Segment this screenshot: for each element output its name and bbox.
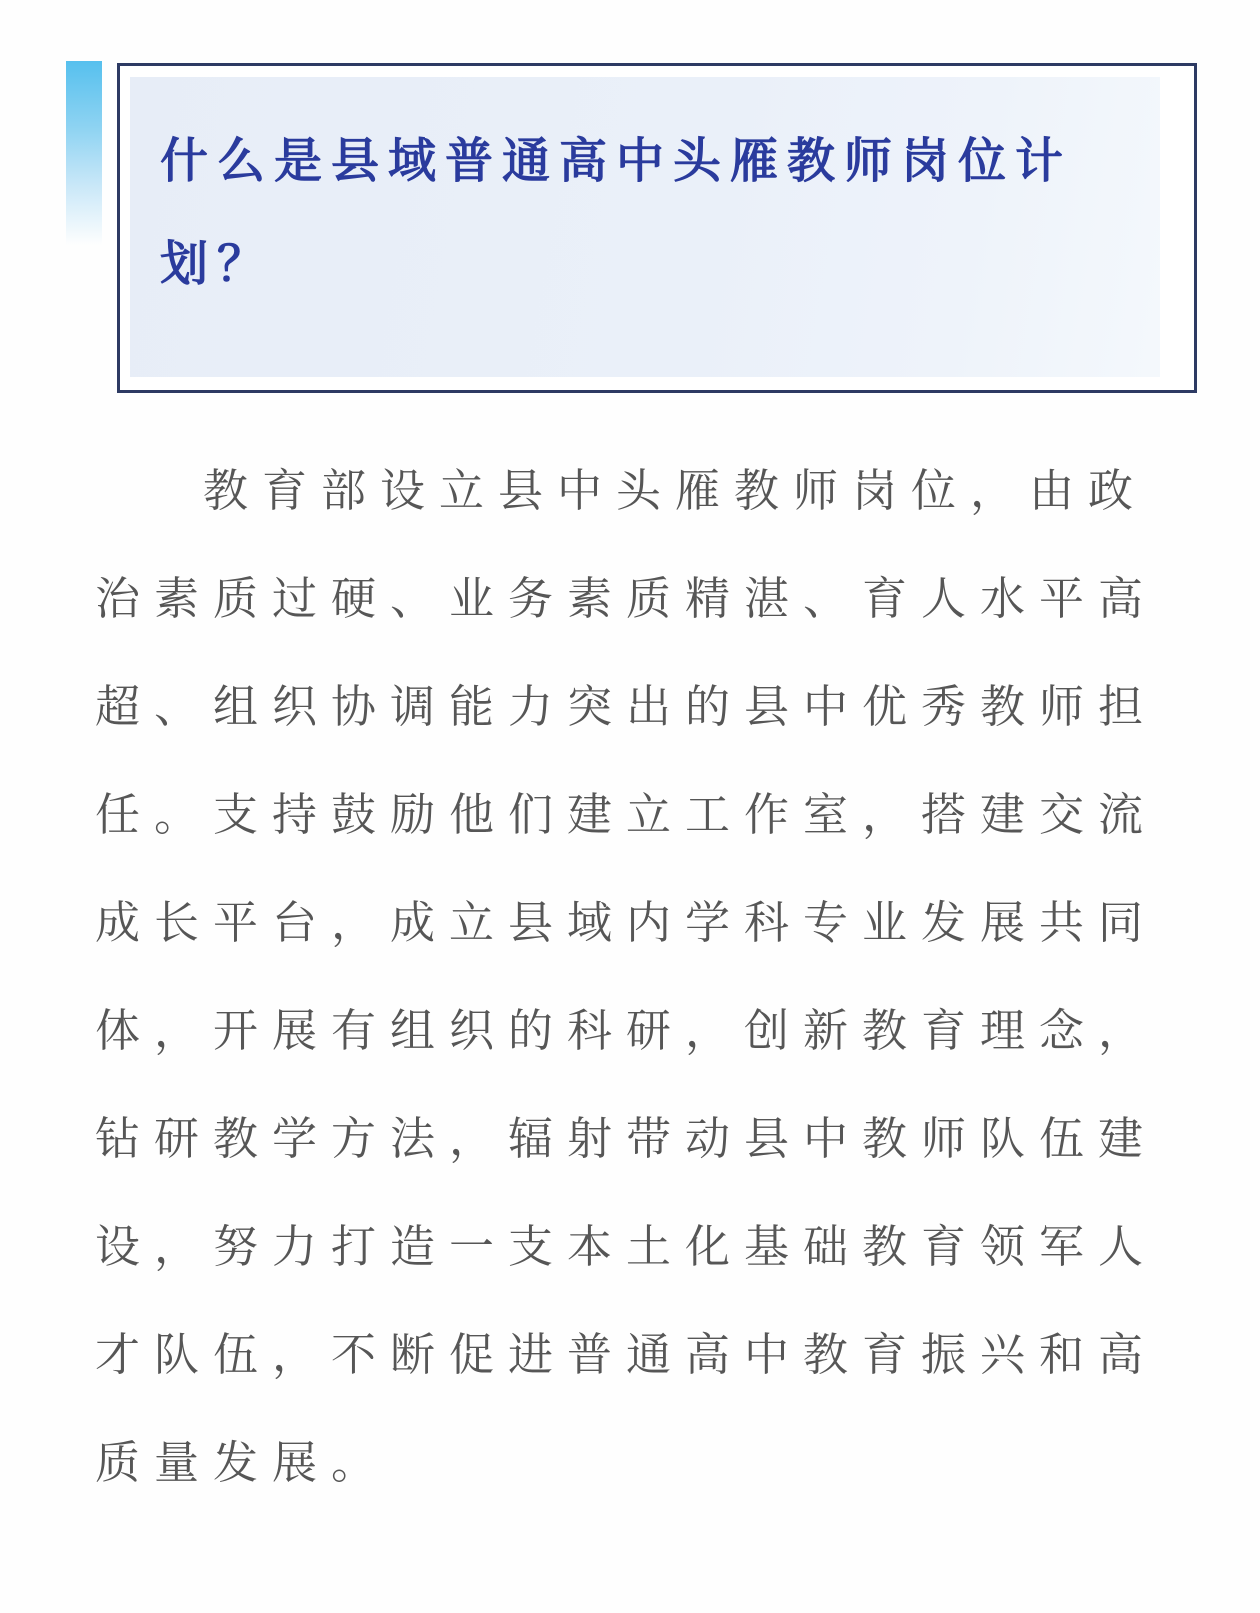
article-paragraph: 教育部设立县中头雁教师岗位，由政治素质过硬、业务素质精湛、育人水平高超、组织协调能力突出的县中优秀教师担任。支持鼓励他们建立工作室，搭建交流成长平台，成立县域内学科专业发展共同体，开展有组织的科研，创新教育理念，钻研教学方法，辐射带动县中教师队伍建设，努力打造一支本土化基础教育领军人才队伍，不断促进普通高中教育振兴和高质量发展。 xyxy=(95,465,1158,1488)
page-title: 什么是县域普通高中头雁教师岗位计划？ xyxy=(160,135,1073,291)
title-panel xyxy=(130,77,1160,377)
accent-bar xyxy=(66,61,102,251)
title-box xyxy=(117,63,1197,393)
